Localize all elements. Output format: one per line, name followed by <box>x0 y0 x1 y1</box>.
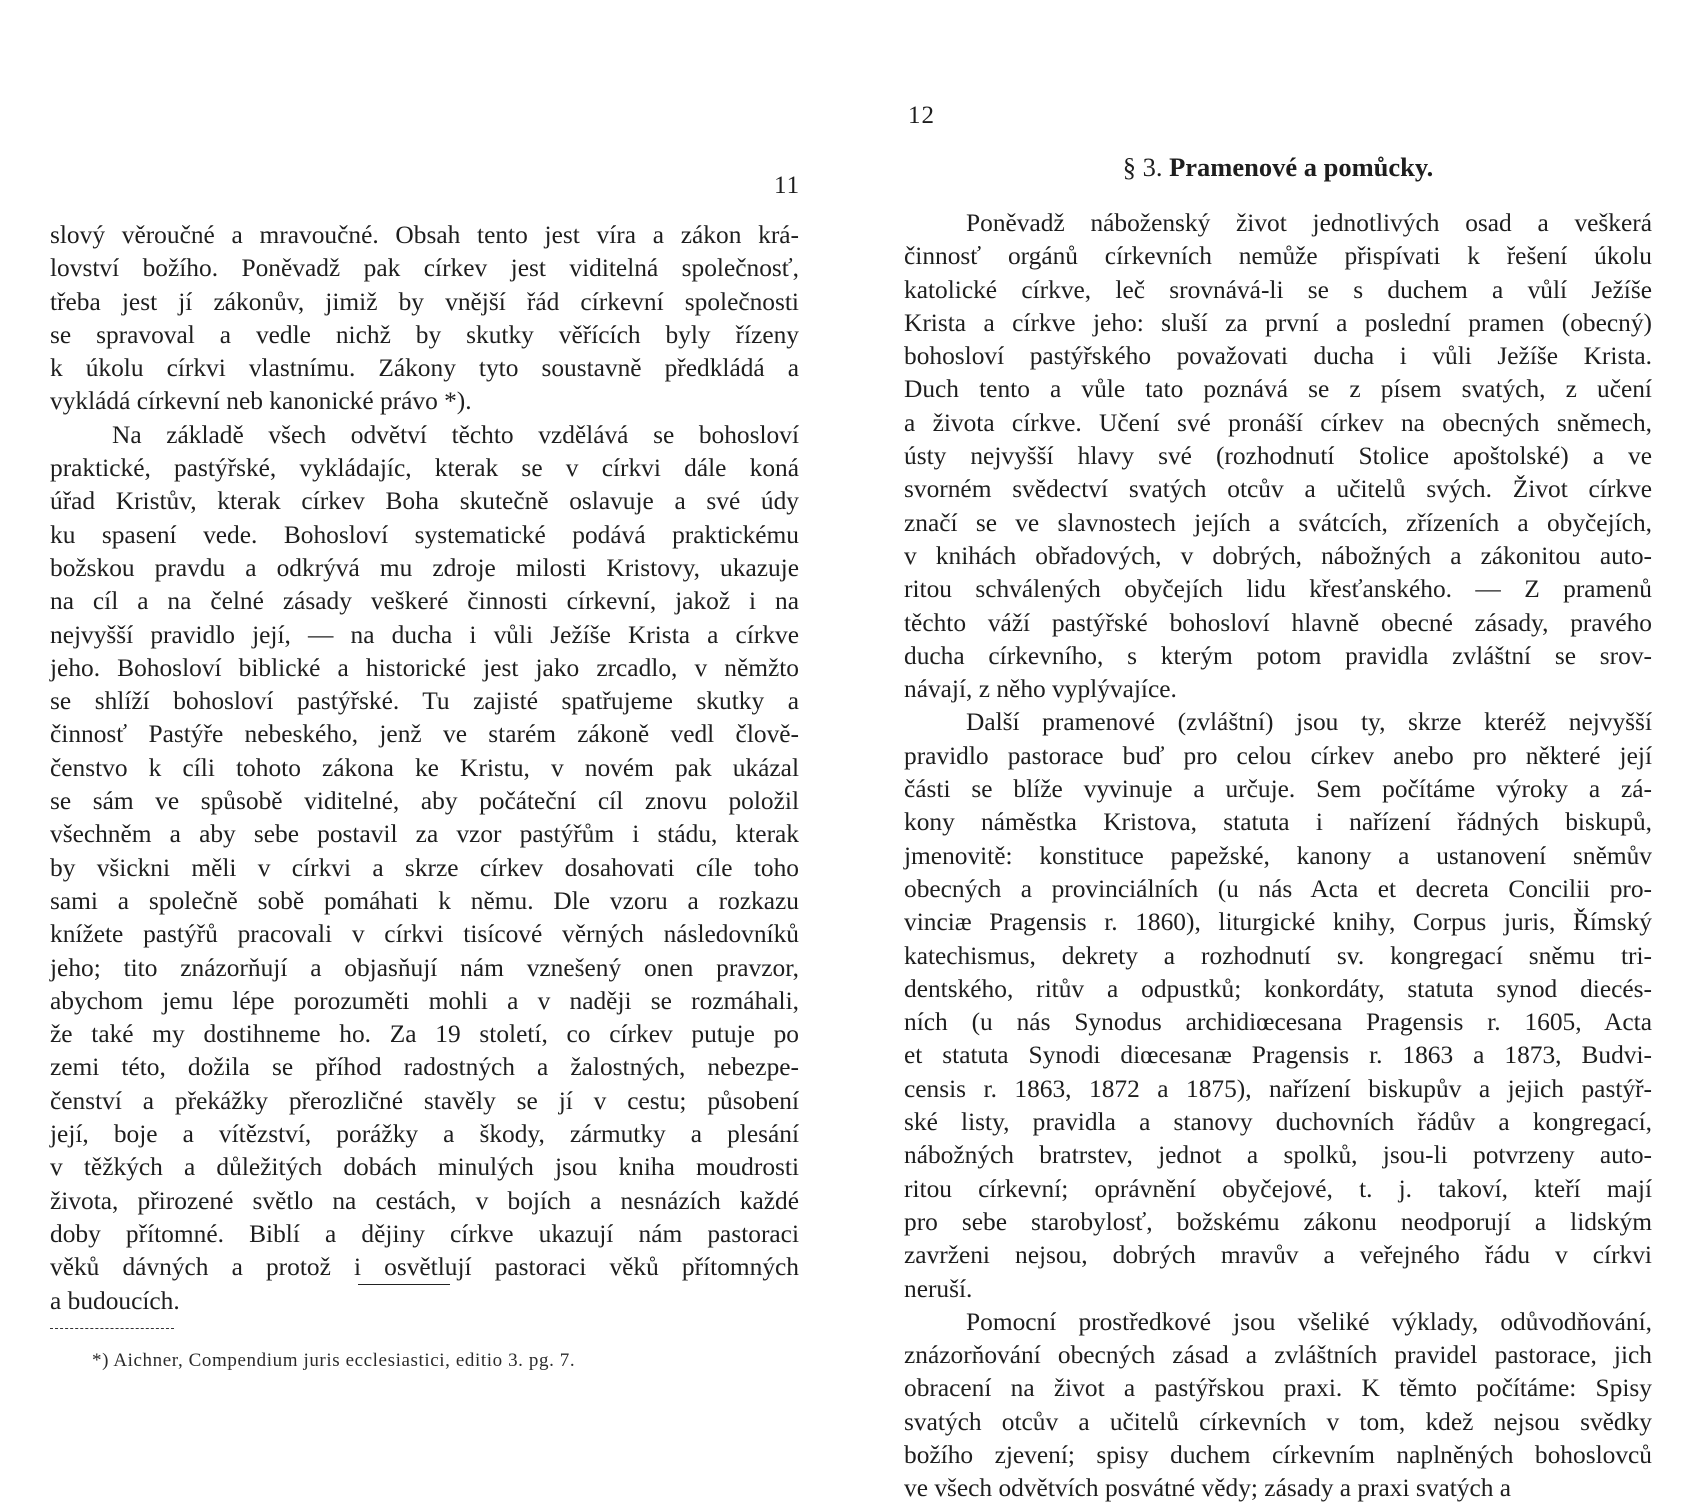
text-line: sami a společně sobě pomáhati k němu. Dle vzoru a rozkazu <box>50 886 799 915</box>
page-number: 12 <box>908 102 935 129</box>
text-line: ritou církevní; oprávnění obyčejové, t. j. takoví, kteří mají <box>904 1174 1652 1203</box>
text-line: katechismus, dekrety a rozhodnutí sv. kongregací sněmu tri- <box>904 941 1652 970</box>
footnote: *) Aichner, Compendium juris ecclesiastici, editio 3. pg. 7. <box>92 1350 576 1371</box>
text-line: božskou pravdu a odkrývá mu zdroje milosti Kristovy, ukazuje <box>50 553 799 582</box>
text-line: et statuta Synodi diœcesanæ Pragensis r. 1863 a 1873, Budvi- <box>904 1041 1652 1070</box>
text-line: kony náměstka Kristova, statuta i nařízení řádných biskupů, <box>904 808 1652 837</box>
text-line: jeho; tito znázorňují a objasňují nám vznešený onen pravzor, <box>50 953 799 982</box>
text-line: života, přirozené světlo na cestách, v bojích a nesnázích každé <box>50 1186 799 1215</box>
right-page <box>844 0 1688 1501</box>
footnote-rule <box>50 1328 174 1329</box>
text-line: se sám ve spůsobě viditelné, aby počáteční cíl znovu položil <box>50 787 799 816</box>
text-line: úřad Kristův, kterak církev Boha skutečně oslavuje a své údy <box>50 487 799 516</box>
text-line: nejvyšší pravidlo její, — na ducha i vůli Ježíše Krista a církve <box>50 620 799 649</box>
text-line: katolické církve, leč srovnává-li se s duchem a vůlí Ježíše <box>904 275 1652 304</box>
text-line: třeba jest jí zákonův, jimiž by vnější řád církevní společnosti <box>50 287 799 316</box>
text-line: Duch tento a vůle tato poznává se z písem svatých, z učení <box>904 375 1652 404</box>
text-line: by všickni měli v církvi a skrze církev dosahovati cíle toho <box>50 853 799 882</box>
text-line: Krista a církve jeho: sluší za první a poslední pramen (obecný) <box>904 308 1652 337</box>
text-line: znázorňování obecných zásad a zvláštních pravidel pastorace, jich <box>904 1341 1652 1370</box>
text-line: věků dávných a protož i osvětlují pastoraci věků přítomných <box>50 1253 799 1282</box>
text-line: obecných a provinciálních (u nás Acta et decreta Concilii pro- <box>904 874 1652 903</box>
text-line: praktické, pastýřské, vykládajíc, kterak se v církvi dále koná <box>50 454 799 483</box>
text-line: nábožných bratrstev, jednot a spolků, jsou-li potvrzeny auto- <box>904 1141 1652 1170</box>
text-line: ústy nejvyšší hlavy své (rozhodnutí Stolice apoštolské) a ve <box>904 442 1652 471</box>
text-line: značí se ve slavnostech jejích a svátcích, zřízeních a obyčejích, <box>904 508 1652 537</box>
text-line: obracení na život a pastýřskou praxi. K těmto počítáme: Spisy <box>904 1374 1652 1403</box>
text-line: svatých otcův a učitelů církevních v tom, kdež nejsou svědky <box>904 1407 1652 1436</box>
text-line: se shlíží bohosloví pastýřské. Tu zajisté spatřujeme skutky a <box>50 687 799 716</box>
text-line: Poněvadž náboženský život jednotlivých osad a veškerá <box>966 209 1652 237</box>
text-line: Na základě všech odvětví těchto vzdělává se bohosloví <box>112 420 799 449</box>
section-separator <box>358 1284 450 1285</box>
text-line: všechněm a aby sebe postavil za vzor pastýřům i stádu, kterak <box>50 820 799 849</box>
text-line: neruší. <box>904 1274 973 1303</box>
text-line: ku spasení vede. Bohosloví systematické podává praktickému <box>50 520 799 549</box>
text-line: v knihách obřadových, v dobrých, nábožných a zákonitou auto- <box>904 541 1652 570</box>
text-line: čenství a překážky přerozličné stavěly se jí v cestu; působení <box>50 1086 799 1115</box>
text-line: slový věroučné a mravoučné. Obsah tento jest víra a zákon krá- <box>50 221 799 249</box>
text-line: knížete pastýřů pracovali v církvi tisícové věrných následovníků <box>50 920 799 949</box>
text-line: návají, z něho vyplývajíce. <box>904 675 1177 704</box>
text-line: její, boje a vítězství, porážky a škody, zármutky a plesání <box>50 1120 799 1149</box>
text-line: zavrženi nejsou, dobrých mravův a veřejného řádu v církvi <box>904 1241 1652 1270</box>
text-line: těchto váží pastýřské bohosloví hlavně obecné zásady, pravého <box>904 608 1652 637</box>
text-line: lovství božího. Poněvadž pak církev jest viditelná společnosť, <box>50 254 799 283</box>
text-line: na cíl a na čelné zásady veškeré činnosti církevní, jakož i na <box>50 587 799 616</box>
page-number: 11 <box>774 172 801 199</box>
text-line: Další pramenové (zvláštní) jsou ty, skrze kteréž nejvyšší <box>966 708 1652 737</box>
text-line: doby přítomné. Biblí a dějiny církve ukazují nám pastoraci <box>50 1219 799 1248</box>
text-line: ské listy, pravidla a stanovy duchovních řádův a kongregací, <box>904 1108 1652 1137</box>
right-body-text <box>904 207 1652 1506</box>
text-line: a budoucích. <box>50 1286 180 1315</box>
text-line: censis r. 1863, 1872 a 1875), nařízení biskupův a jejich pastýř- <box>904 1074 1652 1103</box>
text-line: čenstvo k cíli tohoto zákona ke Kristu, v novém pak ukázal <box>50 753 799 782</box>
text-line: bohosloví pastýřského považovati ducha i vůli Ježíše Krista. <box>904 342 1652 371</box>
left-page <box>0 0 844 1501</box>
text-line: činnosť orgánů církevních nemůže přispívati k řešení úkolu <box>904 242 1652 271</box>
left-body-text <box>50 219 799 1318</box>
text-line: ve všech odvětvích posvátné vědy; zásady a praxi svatých a <box>904 1474 1512 1503</box>
text-line: ducha církevního, s kterým potom pravidla zvláštní se srov- <box>904 641 1652 670</box>
text-line: zemi této, dožila se příhod radostných a žalostných, nebezpe- <box>50 1053 799 1082</box>
text-line: abychom jemu lépe porozuměti mohli a v naději se rozmáhali, <box>50 986 799 1015</box>
text-line: v těžkých a důležitých dobách minulých jsou kniha moudrosti <box>50 1153 799 1182</box>
text-line: ritou schválených obyčejích lidu křesťanského. — Z pramenů <box>904 575 1652 604</box>
text-line: že také my dostihneme ho. Za 19 století, co církev putuje po <box>50 1020 799 1049</box>
section-title: Pramenové a pomůcky. <box>1169 152 1434 182</box>
text-line: činnosť Pastýře nebeského, jenž ve starém zákoně vedl člově- <box>50 720 799 749</box>
section-heading <box>904 152 1652 183</box>
text-line: k úkolu církvi vlastnímu. Zákony tyto soustavně předkládá a <box>50 354 799 383</box>
text-line: svorném svědectví svatých otcův a učitelů svých. Život církve <box>904 475 1652 504</box>
text-line: vykládá církevní neb kanonické právo *). <box>50 387 472 416</box>
text-line: jmenovitě: konstituce papežské, kanony a ustanovení sněmův <box>904 841 1652 870</box>
text-line: dentského, ritův a odpustků; konkordáty, statuta synod diecés- <box>904 974 1652 1003</box>
text-line: Pomocní prostředkové jsou všeliké výklady, odůvodňování, <box>966 1307 1652 1336</box>
text-line: části se blíže vyvinuje a určuje. Sem počítáme výroky a zá- <box>904 775 1652 804</box>
text-line: jeho. Bohosloví biblické a historické jest jako zrcadlo, v němžto <box>50 653 799 682</box>
text-line: vinciæ Pragensis r. 1860), liturgické knihy, Corpus juris, Římský <box>904 908 1652 937</box>
text-line: ních (u nás Synodus archidiœcesana Pragensis r. 1605, Acta <box>904 1008 1652 1037</box>
text-line: božího zjevení; spisy duchem církevním naplněných bohoslovců <box>904 1440 1652 1469</box>
text-line: se spravoval a vedle nichž by skutky věřících byly řízeny <box>50 320 799 349</box>
text-line: a života církve. Učení své pronáší církev na obecných sněmech, <box>904 408 1652 437</box>
text-line: pravidlo pastorace buď pro celou církev anebo pro některé její <box>904 741 1652 770</box>
section-number: § 3. <box>1122 152 1163 182</box>
text-line: pro sebe starobylosť, božskému zákonu neodporují a lidským <box>904 1207 1652 1236</box>
